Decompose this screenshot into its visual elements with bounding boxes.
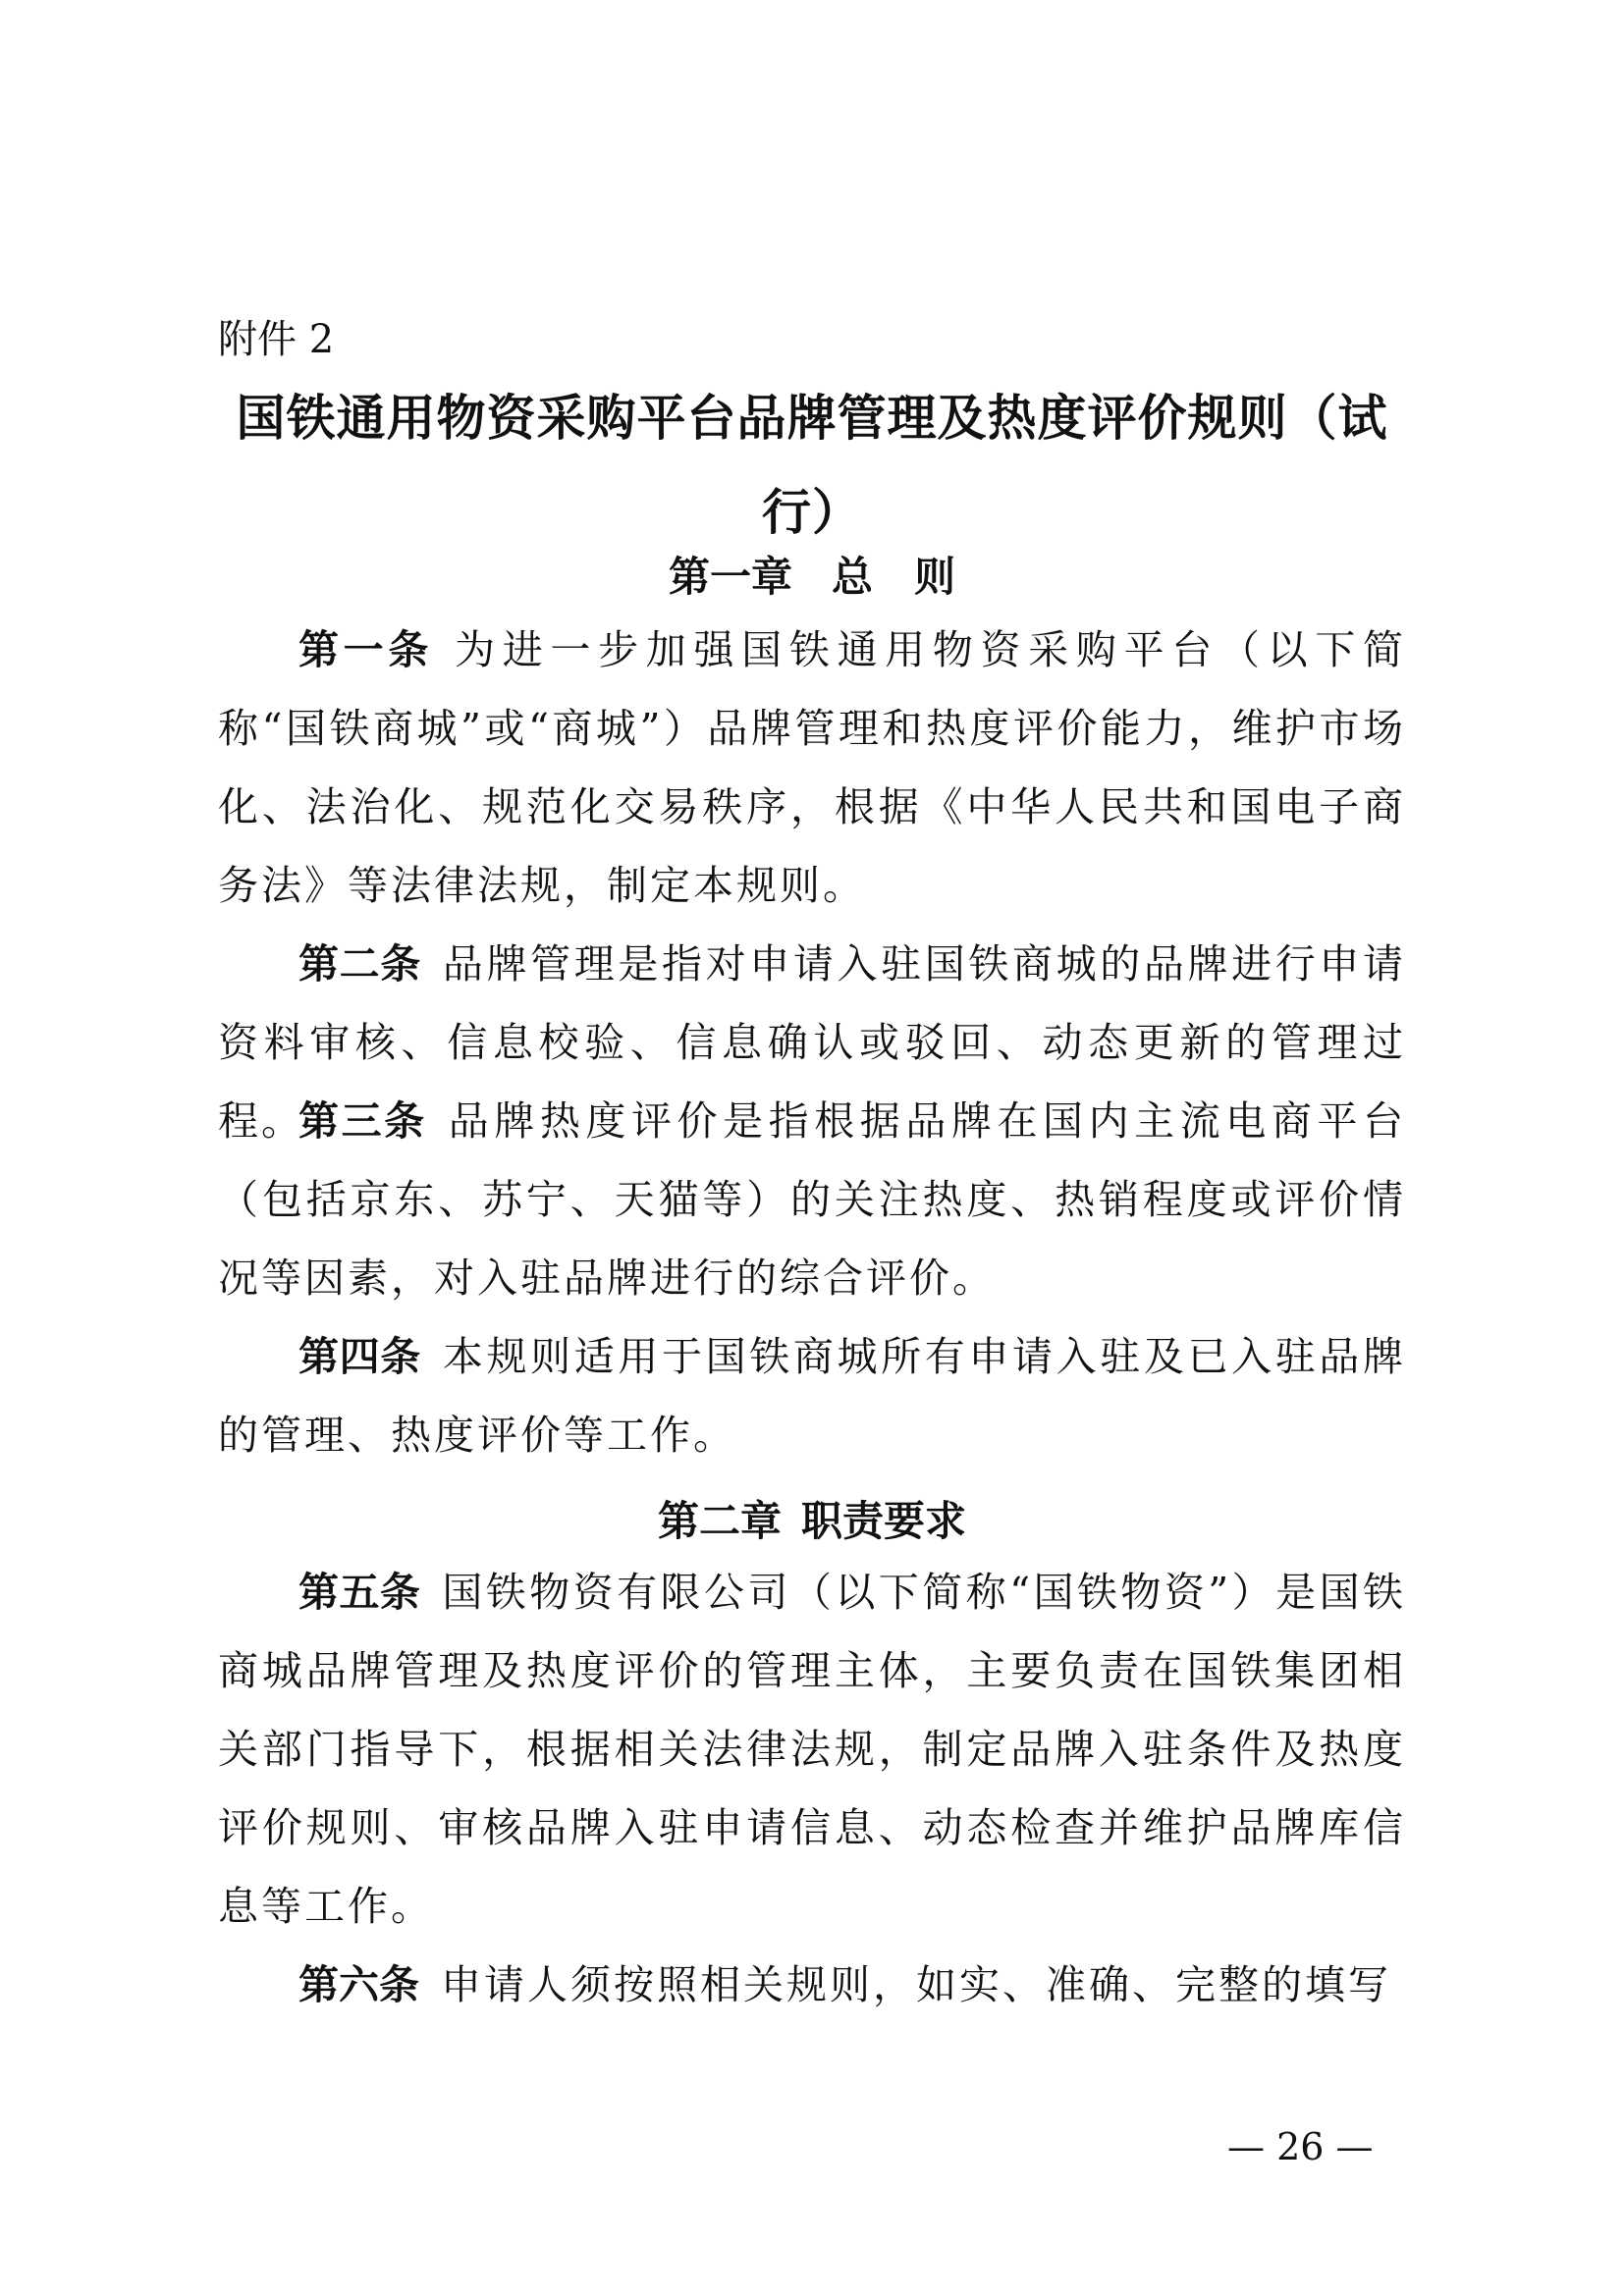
chapter-heading-1	[218, 548, 1406, 607]
attachment-label: 附件 2	[218, 317, 335, 362]
article-label: 第三条	[298, 1097, 427, 1145]
title-line-2: 行）	[762, 484, 862, 541]
chapter-title: 职责要求	[801, 1497, 967, 1545]
article-text: 品牌管理是指对申请入驻国铁商城的品牌进行申请资料审核、信息校验、信息确认或驳回、动态更新的管理过程。	[218, 940, 1406, 1145]
chapter-number: 第二章	[657, 1497, 782, 1545]
article-text: 申请人须按照相关规则，如实、准确、完整的填写	[441, 1961, 1391, 2008]
article-label: 第五条	[298, 1569, 421, 1616]
article-1	[218, 611, 1406, 925]
article-label: 第四条	[298, 1333, 421, 1380]
chapter-heading-2	[218, 1492, 1406, 1551]
article-4	[218, 1317, 1406, 1474]
article-3	[218, 1082, 1406, 1317]
article-text: 为进一步加强国铁通用物资采购平台（以下简称“国铁商城”或“商城”）品牌管理和热度评价能力，维护市场化、法治化、规范化交易秩序，根据《中华人民共和国电子商务法》等法律法规，制定本规则。	[218, 626, 1406, 909]
article-text: 本规则适用于国铁商城所有申请入驻及已入驻品牌的管理、热度评价等工作。	[218, 1333, 1406, 1459]
chapter-title: 总 则	[832, 553, 956, 601]
page-number: — 26 —	[1227, 2125, 1374, 2168]
article-6	[218, 1946, 1406, 2024]
title-line-1: 国铁通用物资采购平台品牌管理及热度评价规则（试	[236, 390, 1388, 447]
article-text: 国铁物资有限公司（以下简称“国铁物资”）是国铁商城品牌管理及热度评价的管理主体，主要负责在国铁集团相关部门指导下，根据相关法律法规，制定品牌入驻条件及热度评价规则、审核品牌入驻申请信息、动态检查并维护品牌库信息等工作。	[218, 1569, 1407, 1930]
article-label: 第六条	[298, 1961, 419, 2008]
article-label: 第二条	[298, 940, 421, 988]
article-5	[218, 1553, 1406, 1946]
document-title	[218, 371, 1406, 560]
chapter-number: 第一章	[668, 553, 792, 601]
article-text: 品牌热度评价是指根据品牌在国内主流电商平台（包括京东、苏宁、天猫等）的关注热度、热销程度或评价情况等因素，对入驻品牌进行的综合评价。	[218, 1097, 1407, 1302]
article-label: 第一条	[298, 626, 434, 673]
